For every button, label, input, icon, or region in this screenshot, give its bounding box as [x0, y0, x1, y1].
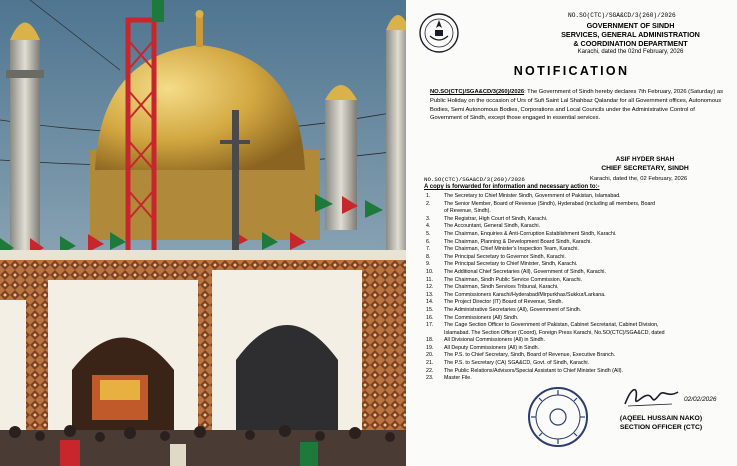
- list-item: 7. The Chairman, Chief Minister's Inspection Team, Karachi.: [426, 246, 579, 253]
- list-item: 2. The Senior Member, Board of Revenue (Sindh), Hyderabad (including all members, Board: [426, 200, 656, 207]
- org-line-1: GOVERNMENT OF SINDH: [586, 21, 675, 30]
- reference-number-top: NO.SO(CTC)/SGA&CD/3(260)/2026: [568, 12, 676, 19]
- list-item: 17. The Cage Section Officer to Government of Pakistan, Cabinet Secretariat, Cabinet Division,: [426, 322, 659, 329]
- handwritten-signature-icon: [622, 384, 682, 410]
- government-emblem-icon: [418, 12, 460, 54]
- list-item: 5. The Chairman, Enquiries & Anti-Corruption Establishment Sindh, Karachi.: [426, 230, 617, 237]
- signatory-title: CHIEF SECRETARY, SINDH: [601, 165, 689, 172]
- endorsement-date: Karachi, dated the, 02 February, 2026: [590, 176, 688, 182]
- list-item: 10. The Additional Chief Secretaries (All), Government of Sindh, Karachi.: [426, 268, 606, 275]
- signatory-name: ASIF HYDER SHAH: [615, 156, 675, 163]
- list-item: 9. The Principal Secretary to Chief Minister, Sindh, Karachi.: [426, 261, 578, 268]
- list-item: 23. Master File.: [426, 375, 472, 382]
- section-officer-name: (AQEEL HUSSAIN NAKO): [619, 415, 703, 422]
- list-item: 19. All Deputy Commissioners (All) in Sindh.: [426, 344, 540, 351]
- list-item: 8. The Principal Secretary to Governor Sindh, Karachi.: [426, 253, 566, 260]
- list-item: of Revenue, Sindh).: [444, 208, 491, 215]
- official-seal-icon: [527, 386, 589, 448]
- section-officer-title: SECTION OFFICER (CTC): [619, 424, 703, 431]
- signature-date: 02/02/2026: [684, 396, 717, 403]
- org-line-3: & COORDINATION DEPARTMENT: [573, 39, 688, 48]
- list-item: 21. The P.S. to Secretary (CA) SGA&CD, Govt. of Sindh, Karachi.: [426, 360, 590, 367]
- notification-body: [430, 88, 726, 123]
- endorsement-reference: NO.SO(CTC)/SGA&CD/3(260)/2026: [424, 176, 525, 183]
- list-item: 12. The Chairman, Sindh Services Tribunal, Karachi.: [426, 284, 559, 291]
- issue-date: Karachi, dated the 02nd February, 2026: [577, 49, 684, 55]
- list-item: 11. The Chairman, Sindh Public Service Commission, Karachi.: [426, 276, 583, 283]
- list-item: 14. The Project Director (IT) Board of Revenue, Sindh.: [426, 299, 563, 306]
- list-item: 18. All Divisional Commissioners (All) in Sindh.: [426, 337, 545, 344]
- list-item: 3. The Registrar, High Court of Sindh, Karachi.: [426, 215, 548, 222]
- list-item: 1. The Secretary to Chief Minister Sindh, Government of Pakistan, Islamabad.: [426, 193, 621, 199]
- list-item: Islamabad. The Section Officer (Coord), Foreign Press Karachi, No.SO(CTC)/SGA&CD, dated: [444, 329, 665, 336]
- list-item: 6. The Chairman, Planning & Development Board Sindh, Karachi.: [426, 238, 592, 245]
- page-title: NOTIFICATION: [513, 64, 630, 78]
- body-text: : The Government of Sindh hereby declares 7th February, 2026 (Saturday) as Public Holiday on the occasion of Urs of Sufi Saint Lal Shahbaz Qalandar for all Government offices, Autonomous Bodies, Semi Autonomous Bodies, Corporations and Local Councils under the Administrative Control of Government of Sindh, except those engaged in essential services.: [430, 89, 723, 122]
- org-line-2: SERVICES, GENERAL ADMINISTRATION: [561, 30, 700, 39]
- endorsement-intro: A copy is forwarded for information and necessary action to:-: [424, 184, 600, 190]
- list-item: 15. The Administrative Secretaries (All), Government of Sindh.: [426, 306, 582, 313]
- list-item: 22. The Public Relations/Advisors/Special Assistant to Chief Minister Sindh (All).: [426, 367, 623, 374]
- list-item: 4. The Accountant, General Sindh, Karachi.: [426, 223, 540, 230]
- distribution-list: [426, 193, 726, 383]
- list-item: 20. The P.S. to Chief Secretary, Sindh, Board of Revenue, Executive Branch.: [426, 352, 616, 359]
- list-item: 13. The Commissioners Karachi/Hyderabad/Mirpurkhas/Sukkur/Larkana.: [426, 291, 606, 298]
- body-reference: NO.SO(CTC)/SGA&CD/3(260)/2026: [430, 89, 525, 95]
- list-item: 16. The Commissioners (All) Sindh.: [426, 314, 519, 321]
